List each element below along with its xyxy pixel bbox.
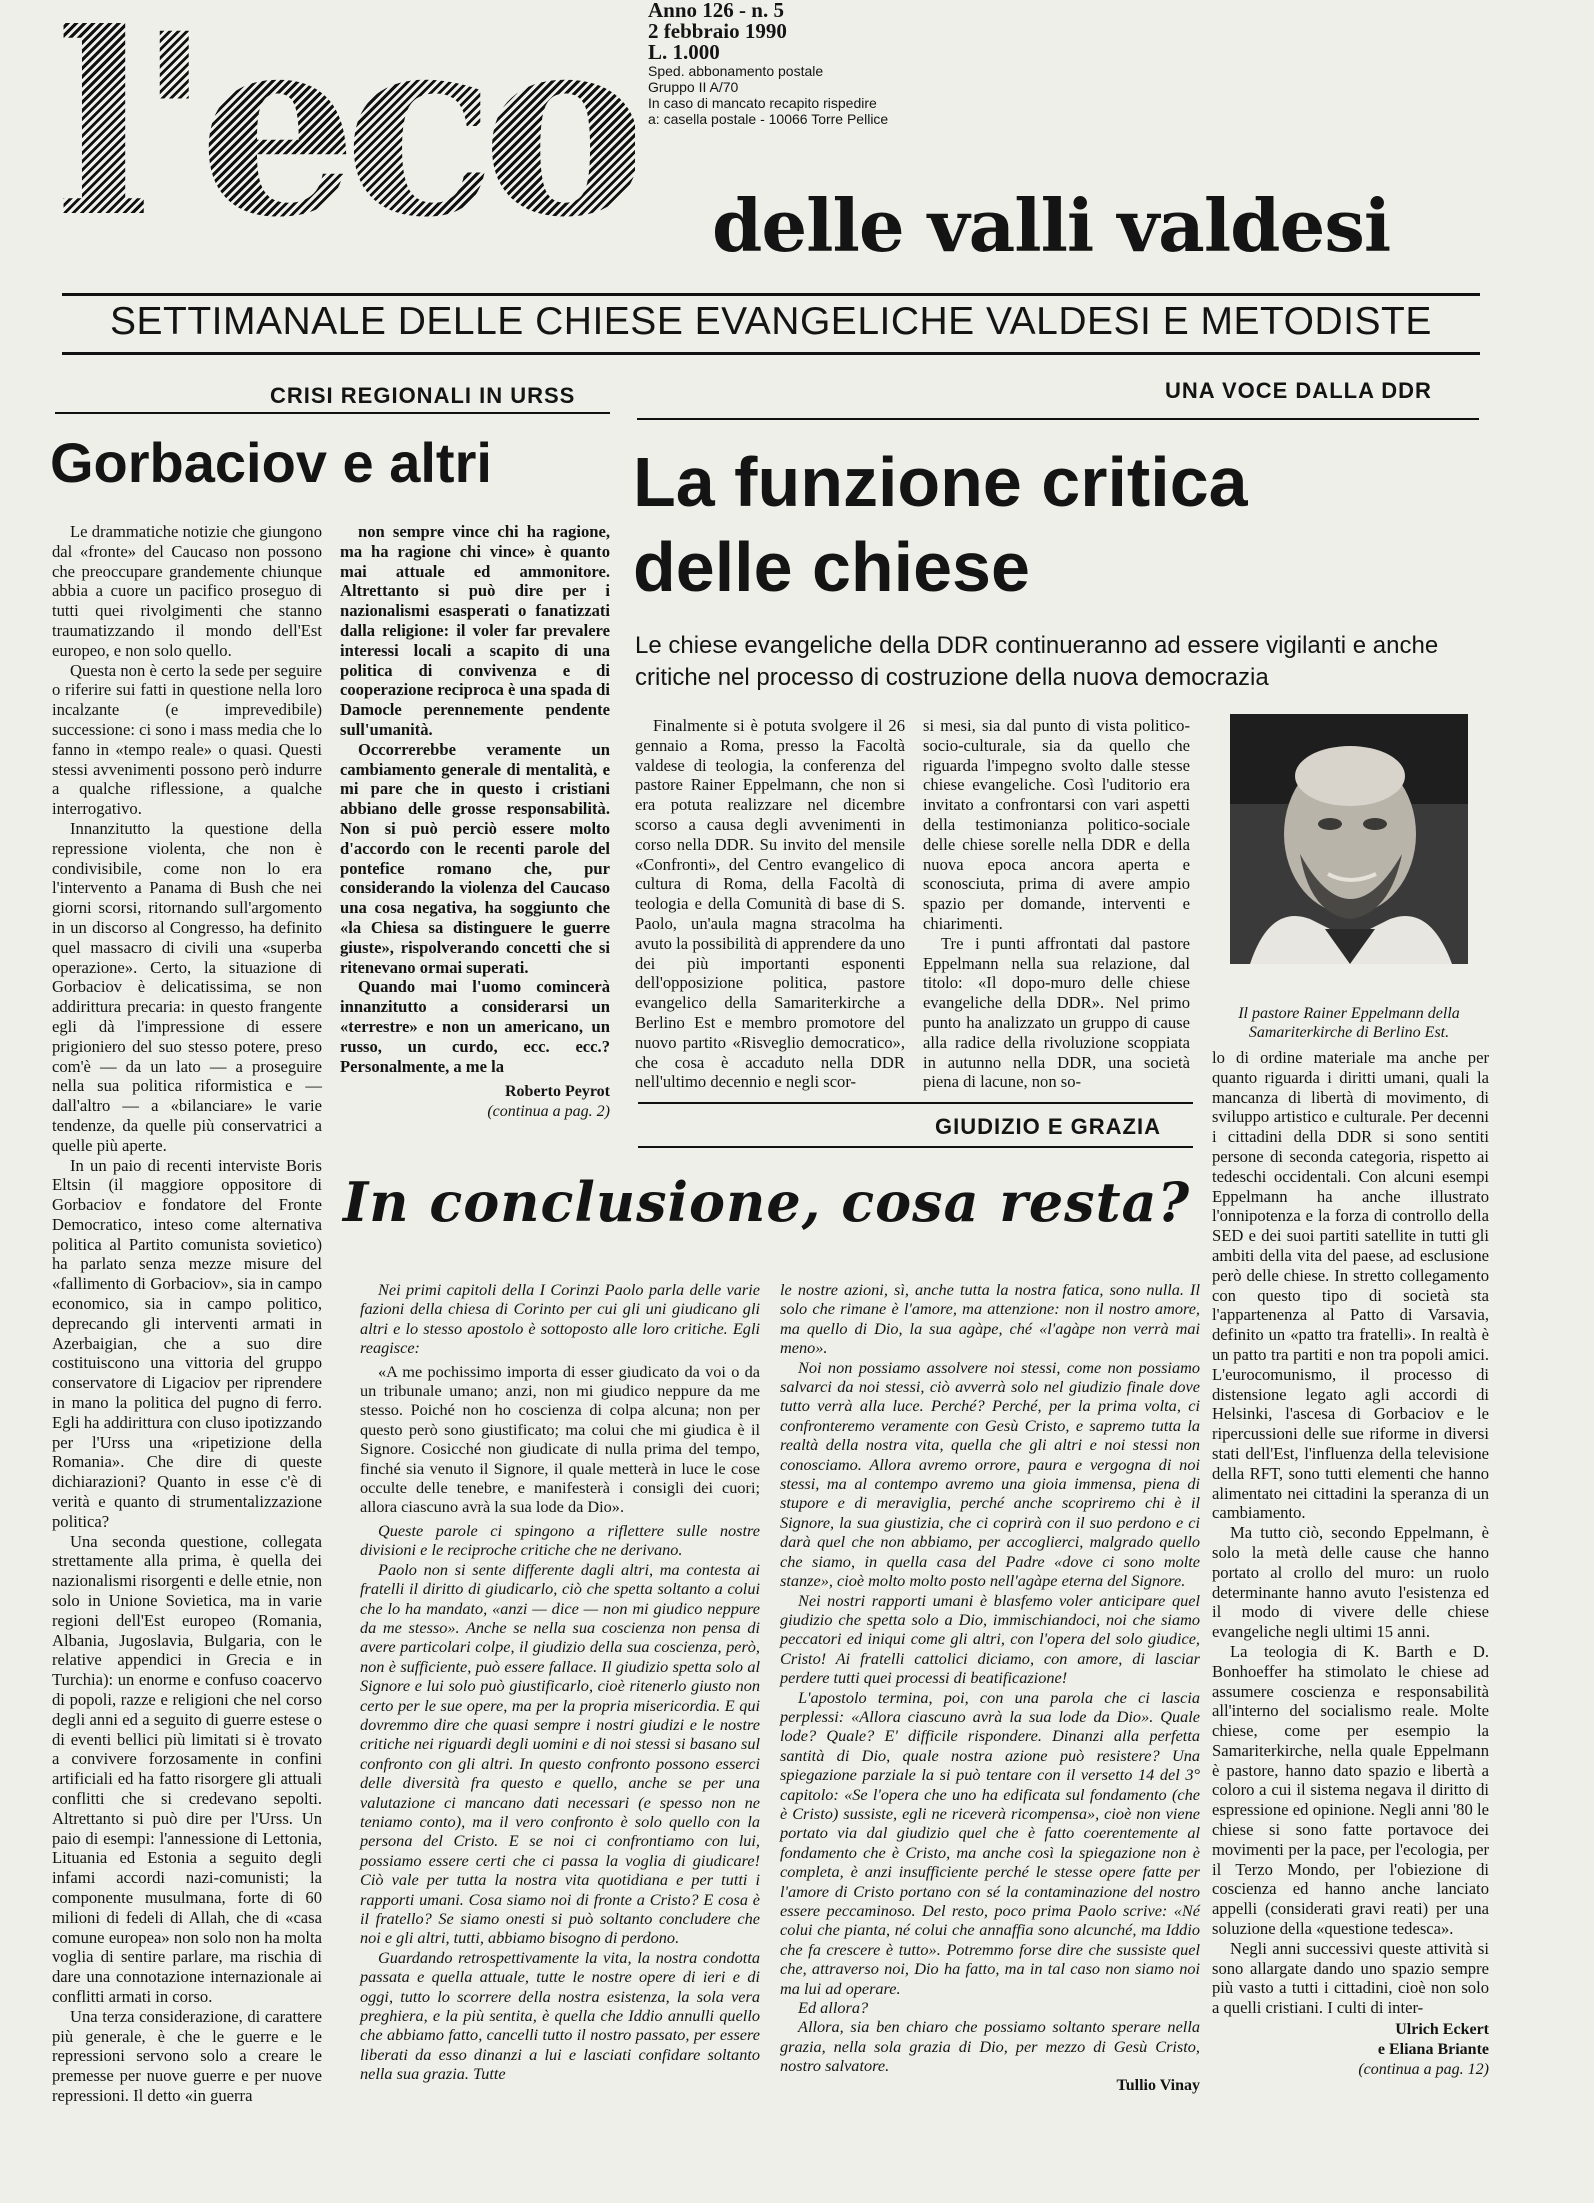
left-kicker: CRISI REGIONALI IN URSS bbox=[270, 383, 576, 408]
paragraph: Tre i punti affrontati dal pastore Eppelmann nella sua relazione, dal titolo: «Il dopo-muro delle chiese evangeliche della DDR». Nel primo punto ha analizzato un gruppo di cause alla radice della rivoluzione scoppiata in autunno nella DDR, una società piena di lacune, non so- bbox=[923, 933, 1190, 1092]
right-kicker-rule bbox=[637, 418, 1479, 420]
right-continue-link[interactable]: (continua a pag. 12) bbox=[1358, 2060, 1489, 2078]
scripture-quote: «A me pochissimo importa di esser giudicato da voi o da un tribunale umano; anzi, non mi giudico neppure da me stesso. Poiché non ho coscienza di colpa alcuna; non per questo però sono giustificato; ma colui che mi giudica è il Signore. Cosicché non giudicate di nulla prima del tempo, finché sia venuto il Signore, il quale metterà in luce le cose occulte delle tenebre, e manifesterà i consigli dei cuori; allora ciascuno avrà la sua lode da Dio». bbox=[360, 1361, 760, 1517]
right-signature-2: e Eliana Briante bbox=[1377, 2040, 1489, 2058]
eppelmann-photo bbox=[1230, 714, 1468, 964]
right-kicker: UNA VOCE DALLA DDR bbox=[1165, 378, 1432, 403]
issue-price: L. 1.000 bbox=[648, 40, 720, 64]
center-column-2 bbox=[780, 1280, 1200, 2095]
masthead-tagline: SETTIMANALE DELLE CHIESE EVANGELICHE VALDESI E METODISTE bbox=[110, 300, 1432, 343]
paragraph: Ma tutto ciò, secondo Eppelmann, è solo la metà delle cause che hanno portato al crollo del muro: un ruolo determinante hanno avuto l'esistenza ed il modo di vivere delle chiese evangeliche negli ultimi 15 anni. bbox=[1212, 1523, 1489, 1642]
paragraph: In un paio di recenti interviste Boris Eltsin (il maggiore oppositore di Gorbaciov e fondatore del Fronte Democratico, inteso come alternativa politica al Partito comunista sovietico) ha parlato senza mezze misure del «fallimento di Gorbaciov», sia in campo economico, sia in campo politico, deprecando gli interventi armati in Azerbaigian, che a suo dire costituiscono una vittoria del gruppo conservatore di Ligaciov per riprendere in mano la politica del pugno di ferro. Egli ha addirittura con cluso ipotizzando per l'Urss una «ripetizione della Romania». Che dire di queste dichiarazioni? Quanto in esse c'è di verità e quanto di strumentalizzazione politica? bbox=[52, 1155, 322, 1531]
right-column-3 bbox=[1212, 1048, 1489, 2079]
right-signature-1: Ulrich Eckert bbox=[1395, 2021, 1489, 2039]
masthead-logo: l'eco bbox=[55, 0, 635, 272]
paragraph: La teologia di K. Barth e D. Bonhoeffer ha stimolato le chiese ad assumere coscienza e responsabilità all'interno del socialismo reale. Molte chiese, come per esempio la Samariterkirche, nella quale Eppelmann è pastore, hanno dato spazio e libertà a coloro a cui il sistema negava il diritto di espressione ed opinione. Negli anni '80 le chiese si sono fatte portavoce dei movimenti per la pace, per l'ecologia, per il Terzo Mondo, per l'obiezione di coscienza ed hanno anche lanciato appelli (considerati gravi reati) per una soluzione della «questione tedesca». bbox=[1212, 1641, 1489, 1939]
issue-number: Anno 126 - n. 5 bbox=[648, 0, 784, 22]
paragraph: Allora, sia ben chiaro che possiamo soltanto sperare nella grazia, nella sola grazia di Dio, per mezzo di Gesù Cristo, nostro salvatore. bbox=[780, 2017, 1200, 2076]
center-headline: In conclusione, cosa resta? bbox=[343, 1170, 1191, 1234]
paragraph: Paolo non si sente differente dagli altri, ma contesta ai fratelli il diritto di giudicarlo, ciò che spetta soltanto a colui che lo ha mandato, «anzi — dice — non mi giudico neppure da me stesso». Anche se nella sua coscienza non pensa di avere particolari colpe, il giudizio della sua coscienza, però, non è sufficiente, può essere fallace. Il giudizio spetta solo al Signore e lui solo può giustificarlo, cioè ritenerlo giusto non certo per le sue opere, ma per la propria misericordia. E qui dovremmo dire che quasi sempre i nostri giudizi e le nostre critiche nei riguardi degli uomini e di noi stessi si basano sul confronto con gli altri. In questo confronto possono esserci delle diversità fra questo e quello, anche se per una valutazione ci mancano dati necessari (e spesso non ne teniamo conto), ma il vero confronto è solo quello con la persona del Cristo. E se noi ci confrontiamo con lui, possiamo essere certi che ci passa la voglia di giudicare! Ciò vale per tutta la nostra vita quotidiana e per tutti i rapporti umani. Cosa siamo noi di fronte a Cristo? E cosa è il fratello? Se siamo onesti si può soltanto concludere che noi e gli altri, tutti, abbiamo bisogno di perdono. bbox=[360, 1559, 760, 1948]
paragraph: Finalmente si è potuta svolgere il 26 gennaio a Roma, presso la Facoltà valdese di teologia, la conferenza del pastore Rainer Eppelmann, che non si era potuta realizzare nel dicembre scorso a causa degli avvenimenti in corso nella DDR. Su invito del mensile «Confronti», del Centro evangelico di cultura di Roma, della Facoltà di teologia e della Comunità di base di S. Paolo, un'aula magna stracolma ha avuto la possibilità di apprendere da uno dei più importanti esponenti dell'opposizione politica, pastore evangelico della Samariterkirche a Berlino Est e membro promotore del nuovo partito «Risveglio democratico», che cosa è accaduto nella DDR nell'ultimo decennio e negli scor- bbox=[635, 716, 905, 1092]
paragraph: Nei nostri rapporti umani è blasfemo voler anticipare quel giudizio che spetta solo a Dio, immischiandoci, noi che siamo peccatori ed iniqui come gli altri, con l'opera del solo giudice, Cristo! Ai fratelli cattolici diciamo, con amore, di lasciar perdere tutti quei processi di beatificazione! bbox=[780, 1590, 1200, 1688]
center-signature: Tullio Vinay bbox=[1116, 2076, 1200, 2094]
paragraph: Guardando retrospettivamente la vita, la nostra condotta passata e quella attuale, tutte le nostre opere di ieri e di oggi, tutto lo scorrere della nostra esistenza, la sola vera preghiera, e la più sentita, è quella che Iddio annulli quello che abbiamo fatto, cancelli tutto il nostro passato, per essere liberati da esso dinanzi a lui e lasciati confidare soltanto nella sua grazia. Tutte bbox=[360, 1947, 760, 2084]
left-kicker-rule bbox=[55, 412, 610, 414]
paragraph: Una terza considerazione, di carattere più generale, è che le guerre e le repressioni servono solo a creare le premesse per nuove guerre e per nuove repressioni. Il detto «in guerra bbox=[52, 2006, 322, 2105]
right-column-1 bbox=[635, 716, 905, 1092]
masthead-rule-bottom bbox=[62, 352, 1480, 355]
issue-date: 2 febbraio 1990 bbox=[648, 19, 787, 43]
paragraph: Occorrerebbe veramente un cambiamento generale di mentalità, e mi pare che in questo i cristiani abbiano delle grosse responsabilità. Non si può perciò essere molto d'accordo con le recenti parole del pontefice romano che, pur considerando la violenza del Caucaso una cosa negativa, ha soggiunto che «la Chiesa sa distinguere le guerre giuste», rispolverando concetti che si ritenevano ormai superati. bbox=[340, 739, 610, 977]
postal-line: a: casella postale - 10066 Torre Pellice bbox=[648, 111, 889, 127]
portrait-image bbox=[1230, 714, 1468, 964]
paragraph: Una seconda questione, collegata strettamente alla prima, è quella dei nazionalismi risorgenti e delle etnie, non solo in Unione Sovietica, ma in varie regioni dell'Est europeo (Romania, Albania, Jugoslavia, Bulgaria, con le relative appendici in Grecia e in Turchia): un enorme e confuso coacervo di popoli, razze e religioni che nel corso degli anni ed a seguito di guerre estese o di eventi bellici più limitati si è trovato a convivere forzosamente in confini artificiali ed ha fatto risorgere gli attuali conflitti che si credevano sepolti. Altrettanto si può dire per l'Urss. Un paio di esempi: l'annessione di Lettonia, Lituania ed Estonia a seguito degli infami accordi nazi-comunisti; la componente musulmana, forte di 60 milioni di fedeli di Allah, che di «casa comune europea» non solo non ha molta voglia di sentire parlare, ma rischia di dare una connotazione internazionale ai conflitti armati in corso. bbox=[52, 1531, 322, 2006]
center-column-1 bbox=[360, 1280, 760, 2084]
paragraph: Innanzitutto la questione della repressione violenta, che non è condivisibile, come non lo era l'intervento a Panama di Bush che nei giorni scorsi, ritornando sull'argomento in un discorso al Congresso, ha definito quel massacro di civili una «superba operazione». Certo, la situazione di Gorbaciov è delicatissima, se non addirittura precaria: in questo frangente egli dà l'impressione di essere prigioniero del suo stesso potere, preso com'è — da un lato — a proseguire nella sua politica riformistica e — dall'altro — a «bilanciare» le varie tendenze, da quelle più conservatrici a quelle più aperte. bbox=[52, 818, 322, 1155]
right-headline-line: La funzione critica bbox=[633, 443, 1248, 521]
left-column-1 bbox=[52, 522, 322, 2106]
center-kicker-rule-bottom bbox=[638, 1146, 1193, 1148]
paragraph: Queste parole ci spingono a riflettere sulle nostre divisioni e le reciproche critiche che ne derivano. bbox=[360, 1520, 760, 1560]
left-signature: Roberto Peyrot bbox=[505, 1083, 610, 1101]
right-headline bbox=[633, 440, 1248, 610]
masthead-subtitle: delle valli valdesi bbox=[712, 183, 1391, 268]
postal-line: Gruppo II A/70 bbox=[648, 79, 739, 95]
left-headline: Gorbaciov e altri bbox=[50, 431, 492, 494]
paragraph: Nei primi capitoli della I Corinzi Paolo parla delle varie fazioni della chiesa di Corinto per cui gli uni giudicano gli altri e lo stesso apostolo è sottoposto alle loro critiche. Egli reagisce: bbox=[360, 1280, 760, 1358]
paragraph: Quando mai l'uomo comincerà innanzitutto a considerarsi un «terrestre» e non un americano, un russo, un curdo, ecc. ecc.? Personalmente, a me la bbox=[340, 977, 610, 1076]
masthead-rule-top bbox=[62, 293, 1480, 296]
paragraph: si mesi, sia dal punto di vista politico-socio-culturale, sia da quello che riguarda l'impegno svolto dalle stesse chiese evangeliche. Così l'uditorio era invitato a confrontarsi con vari aspetti della testimonianza politico-sociale delle chiese sorelle nella DDR e della nuova epoca ancora aperta e sconosciuta, prima di avere ampio spazio per domande, interventi e chiarimenti. bbox=[923, 716, 1190, 933]
issue-info bbox=[648, 0, 888, 127]
left-column-2 bbox=[340, 522, 610, 1122]
paragraph: non sempre vince chi ha ragione, ma ha ragione chi vince» è quanto mai attuale ed ammonitore. Altrettanto si può dire per i nazionalismi esasperati o fanatizzati dalla religione: il voler far prevalere interessi locali a scapito di una politica di convivenza e di cooperazione reciproca è una spada di Damocle perennemente pendente sull'umanità. bbox=[340, 522, 610, 739]
paragraph: Noi non possiamo assolvere noi stessi, come non possiamo salvarci da noi stessi, ciò avverrà solo nel giudizio finale dove tutto verrà alla luce. Perché? Perché, per la prima volta, ci confronteremo veramente con Gesù Cristo, e sapremo tutta la realtà della nostra vita, quella che gli altri e noi stessi non conosciamo. Allora avremo orrore, paura e vergogna di noi stessi, ma al contempo avremo una gioia immensa, piena di stupore e di meraviglia, perché anche scopriremo chi è il Signore, la sua giustizia, che ci coprirà con il suo perdono e ci darà quel che non abbiamo, per accoglierci, malgrado quello che siamo, in quella casa del Padre «dove ci sono molte stanze», cioè molto molto posto nell'agàpe eterna del Signore. bbox=[780, 1357, 1200, 1591]
photo-caption: Il pastore Rainer Eppelmann della Samariterkirche di Berlino Est. bbox=[1238, 1005, 1460, 1041]
center-kicker-rule-top bbox=[638, 1102, 1193, 1104]
paragraph: le nostre azioni, sì, anche tutta la nostra fatica, sono nulla. Il solo che rimane è l'amore, ma attenzione: non il nostro amore, ma quello di Dio, la sua agàpe, ché «l'agàpe non verrà mai meno». bbox=[780, 1280, 1200, 1358]
right-column-2 bbox=[923, 716, 1190, 1092]
paragraph: Questa non è certo la sede per seguire o riferire sui fatti in questione nella loro incalzante (e imprevedibile) successione: ci sono i mass media che lo fanno in «tempo reale» o quasi. Questi stessi avvenimenti possono però indurre a qualche riflessione, a qualche interrogativo. bbox=[52, 660, 322, 819]
right-headline-line: delle chiese bbox=[633, 528, 1030, 606]
center-kicker: GIUDIZIO E GRAZIA bbox=[935, 1114, 1161, 1139]
paragraph: Ed allora? bbox=[798, 1998, 869, 2018]
paragraph: L'apostolo termina, poi, con una parola che ci lascia perplessi: «Allora ciascuno avrà la sua lode da Dio». Quale lode? Quale? E' difficile rispondere. Dinanzi alla perfetta santità di Dio, quale nostra azione può resistere? Una spiegazione parziale la si può tentare con il versetto 14 del 3° capitolo: «Se l'opera che uno ha edificata sul fondamento (che è Cristo) sussiste, egli ne riceverà ricompensa», cioè non viene portato via dal giudizio quel che è fatto coerentemente al fondamento che è Cristo, ma anche così la spiegazione non è completa, è anzi insufficiente perché le stesse opere fatte per l'amore di Cristo portano con sé la contaminazione del nostro essere peccaminoso. Del resto, poco prima Paolo scrive: «Né colui che pianta, né colui che annaffia sono alcunché, ma Iddio che fa crescere è tutto». Potremmo forse dire che sussiste quel che, attraverso noi, Dio ha fatto, ma in tal caso non siamo noi ma lui ad operare. bbox=[780, 1687, 1200, 1998]
paragraph: lo di ordine materiale ma anche per quanto riguarda i diritti umani, quali la mancanza di libertà di movimento, di sviluppo artistico e culturale. Per decenni i cittadini della DDR si sono sentiti persone di seconda categoria, rispetto ai tedeschi occidentali. Con alcuni esempi Eppelmann ha anche illustrato l'onnipotenza e la forza di controllo della SED e dei suoi partiti satellite in tutti gli ambiti della vita del paese, ad esclusione però delle chiese. In stretto collegamento con questo tipo di società sta l'appartenenza al Patto di Varsavia, definito un «patto tra fratelli». In realtà è un patto tra partiti e non tra popoli amici. L'eurocomunismo, il processo di distensione legato agli accordi di Helsinki, l'ascesa di Gorbaciov e le ripercussioni delle sue riforme in diversi stati dell'Est, l'influenza della televisione della RFT, sono tutti elementi che hanno alimentato nei cittadini la speranza di un cambiamento. bbox=[1212, 1048, 1489, 1523]
postal-line: In caso di mancato recapito rispedire bbox=[648, 95, 877, 111]
paragraph: Negli anni successivi queste attività si sono allargate dando uno spazio sempre più vasto a tutti i cittadini, cioè non solo a quelli cristiani. I culti di inter- bbox=[1212, 1938, 1489, 2018]
paragraph: Le drammatiche notizie che giungono dal «fronte» del Caucaso non possono che preoccupare grandemente chiunque abbia a cuore un pacifico proseguo di tutti quei rivolgimenti che stanno traumatizzando il mondo dell'Est europeo, e non solo quello. bbox=[52, 522, 322, 660]
left-continue-link[interactable]: (continua a pag. 2) bbox=[487, 1103, 610, 1121]
postal-line: Sped. abbonamento postale bbox=[648, 63, 824, 79]
right-standfirst: Le chiese evangeliche della DDR continueranno ad essere vigilanti e anche critiche nel processo di costruzione della nuova democrazia bbox=[635, 632, 1439, 691]
